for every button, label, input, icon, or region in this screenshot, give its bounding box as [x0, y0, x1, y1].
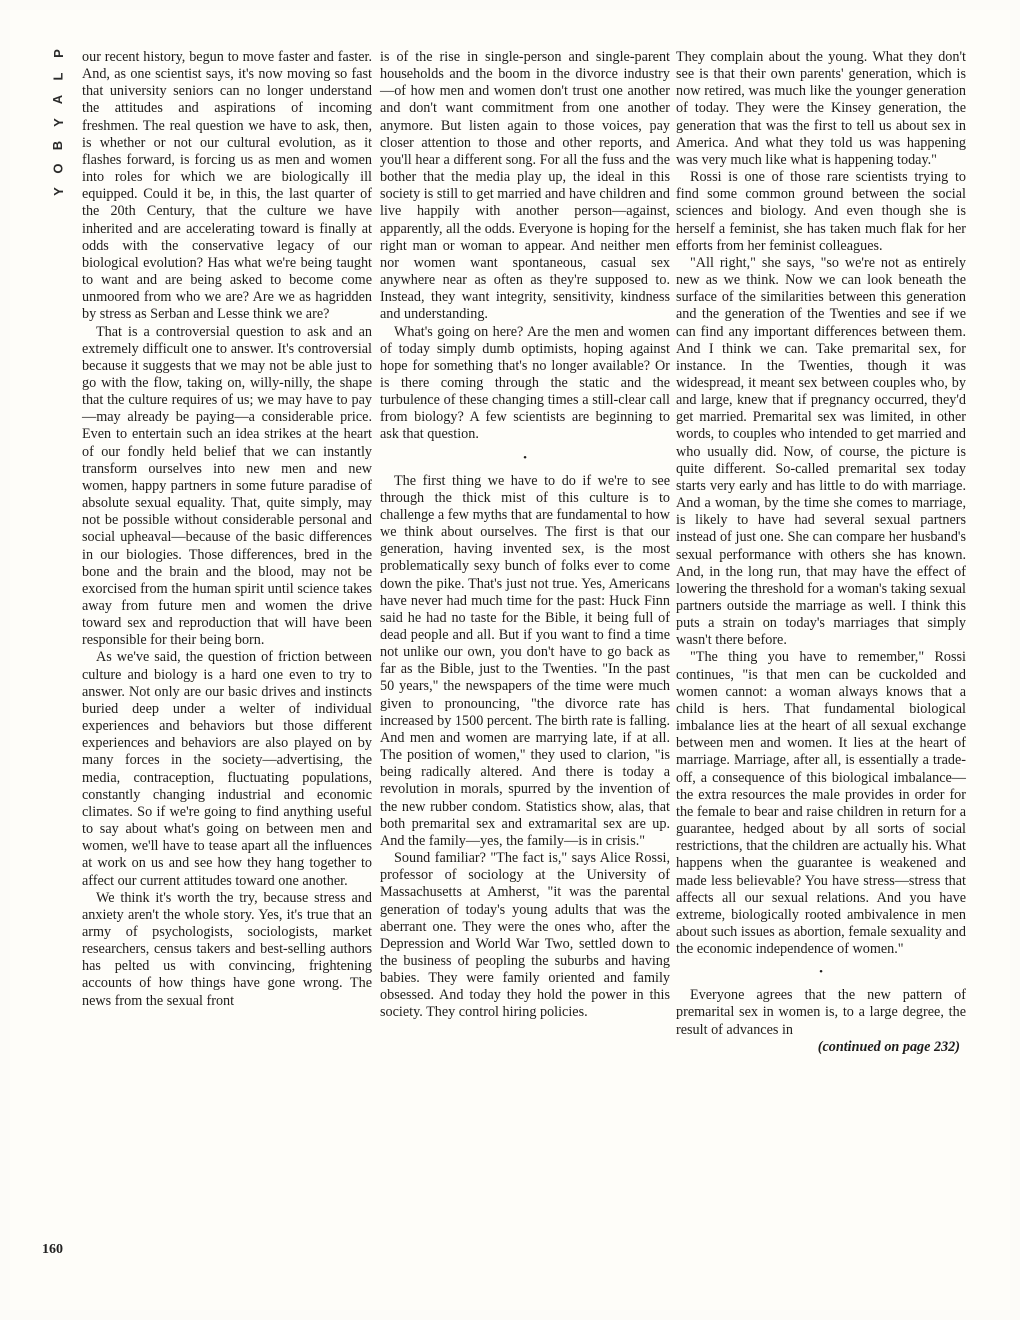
body-paragraph: Sound familiar? "The fact is," says Alice Rossi, professor of sociology at the University of Massachusetts at Amherst, "it was the parental generation of today's young adults that was the aberrant one. They were the ones who, after the Depression and World War Two, settled down to the business of peopling the suburbs and having babies. They were family oriented and family obsessed. And today they hold the power in this society. They control hiring policies.: [380, 850, 670, 1021]
text-column-3: [676, 49, 966, 1056]
masthead: [46, 42, 70, 203]
body-paragraph: Rossi is one of those rare scientists trying to find some common ground between the social sciences and biology. And even though she is herself a feminist, she has taken much flak for her efforts from her feminist colleagues.: [676, 169, 966, 254]
section-break-bullet: •: [819, 966, 823, 979]
page-number: 160: [42, 1242, 63, 1257]
masthead-letter: O: [50, 163, 66, 174]
masthead-letter: L: [50, 72, 66, 81]
body-paragraph: our recent history, begun to move faster and faster. And, as one scientist says, it's now moving so fast that university seniors can no longer understand the attitudes and aspirations of incoming freshmen. The real question we have to ask, then, is whether or not our cultural evolution, as it flashes forward, is forcing us as men and women into roles for which we are biologically ill equipped. Could it be, in this, the last quarter of the 20th Century, that the culture we have inherited and are accelerating toward is finally at odds with the conservative legacy of our biological evolution? Has what we're being taught to want and are being asked to become come unmoored from who we are? Are we as hagridden by stress as Serban and Lesse think we are?: [82, 49, 372, 323]
body-paragraph: What's going on here? Are the men and women of today simply dumb optimists, hoping against hope for something that's no longer available? Or is there coming through the static and the turbulence of these changing times a still-clear call from biology? A few scientists are beginning to ask that question.: [380, 323, 670, 443]
text-column-2: [380, 49, 670, 1022]
masthead-letter: Y: [50, 118, 66, 127]
section-break-bullet: •: [523, 451, 527, 464]
masthead-letter: B: [50, 140, 66, 151]
body-paragraph: We think it's worth the try, because stress and anxiety aren't the whole story. Yes, it's true that an army of psychologists, sociologists, market researchers, census takers and best-selling authors has pelted us with convincing, frightening accounts of how things have gone wrong. The news from the sexual front: [82, 889, 372, 1009]
body-paragraph: As we've said, the question of friction between culture and biology is a hard one even to try to answer. Not only are our basic drives and instincts buried deep under a welter of individual experiences and behaviors but those different experiences and behaviors are also played on by many forces in the society—advertising, the media, contraception, fluctuating populations, constantly changing industrial and economic climates. So if we're going to find anything useful to say about what's going on between men and women, we'll have to tease apart all the influences at work on us and see how they hang together to affect our current attitudes toward one another.: [82, 649, 372, 889]
body-paragraph: That is a controversial question to ask and an extremely difficult one to answer. It's controversial because it suggests that we may not be able just to go with the flow, taking on, willy-nilly, the shape that the culture requires of us; we may have to pay—may already be paying—a considerable price. Even to entertain such an idea strikes at the heart of our fondly held belief that we can instantly transform ourselves into new men and new women, happy partners in some future paradise of absolute sexual equality. That, quite simply, may not be possible without considerable personal and social upheaval—because of the basic differences in our biologies. Those differences, bred in the bone and the brain and the blood, may not be exorcised from the human spirit until science takes away from future men and women the drive toward sex and reproduction that will have been responsible for their being born.: [82, 323, 372, 649]
text-column-1: [82, 49, 372, 1010]
masthead-letter: Y: [50, 187, 66, 196]
masthead-letter: A: [50, 94, 66, 105]
body-paragraph: "All right," she says, "so we're not as entirely new as we think. Now we can look beneath the surface of the similarities between this generation and the generation of the Twenties and see if we can find any important differences between them. And I think we can. Take premarital sex, for instance. In the Twenties, though it was widespread, it meant sex between couples who, by and large, knew that if pregnancy occurred, they'd get married. Premarital sex was limited, in other words, to couples who intended to get married and who usually did. Now, of course, the picture is quite different. So-called premarital sex today starts very early and has little to do with marriage. And a woman, by the time she comes to marriage, is likely to have had several sexual partners instead of just one. She can compare her husband's sexual performance with others she has known. And, in the long run, that may have the effect of lowering the threshold for a woman's taking sexual partners outside the marriage as well. I think this puts a strain on today's marriages that simply wasn't there before.: [676, 254, 966, 649]
masthead-letter: P: [50, 49, 66, 58]
continuation-note: (continued on page 232): [817, 1038, 960, 1055]
body-paragraph: is of the rise in single-person and single-parent households and the boom in the divorce industry—of how men and women don't trust one another and don't want commitment from one another anymore. But listen again to those voices, pay closer attention to those and other reports, and you'll hear a different song. For all the fuss and the bother that the media play up, the ideal in this society is still to get married and have children and live happily with another person—against, apparently, all the odds. Everyone is hoping for the right man or woman to appear. And neither men nor women want spontaneous, casual sex anywhere near as often as they're supposed to. Instead, they want integrity, sensitivity, kindness and understanding.: [380, 49, 670, 323]
body-paragraph: Everyone agrees that the new pattern of premarital sex in women is, to a large degree, the result of advances in: [676, 987, 966, 1038]
body-paragraph: The first thing we have to do if we're to see through the thick mist of this culture is to challenge a few myths that are fundamental to how we think about ourselves. The first is that our generation, having invented sex, is the most problematically sexy bunch of folks ever to come down the pike. That's just not true. Yes, Americans have never had much time for the past: Huck Finn said he had no taste for the Bible, it being full of dead people and all. But if you want to find a time not unlike our own, you don't have to go back as far as the Bible, just to the Twenties. "In the past 50 years," the newspapers of the time were much given to pronouncing, "the divorce rate has increased by 1500 percent. The birth rate is falling. And men and women are marrying late, if at all. The position of women," they used to clarion, "is being radically altered. And there is today a revolution in morals, spurred by the invention of the new rubber condom. Statistics show, alas, that both premarital sex and extramarital sex are up. And the family—yes, the family—is in crisis.": [380, 472, 670, 849]
body-paragraph: They complain about the young. What they don't see is that their own parents' generation, which is now retired, was much like the younger generation of today. They were the Kinsey generation, the generation that was the first to tell us about sex in America. And what they told us was happening was very much like what is happening today.": [676, 49, 966, 168]
body-paragraph: "The thing you have to remember," Rossi continues, "is that men can be cuckolded and women cannot: a woman always knows that a child is hers. That fundamental biological imbalance lies at the heart of all sexual exchange between men and women. It lies at the heart of marriage. Marriage, after all, is essentially a trade-off, a consequence of this biological imbalance—the extra resources the male provides in order for the female to bear and raise children in return for a guarantee, hedged about by all sorts of social restrictions, that the children are actually his. What happens when the guarantee is weakened and made less believable? You have stress—stress that affects all our sexual relations. And you have extreme, biologically rooted ambivalence in men about such issues as abortion, female sexuality and the economic independence of women.": [676, 649, 966, 958]
